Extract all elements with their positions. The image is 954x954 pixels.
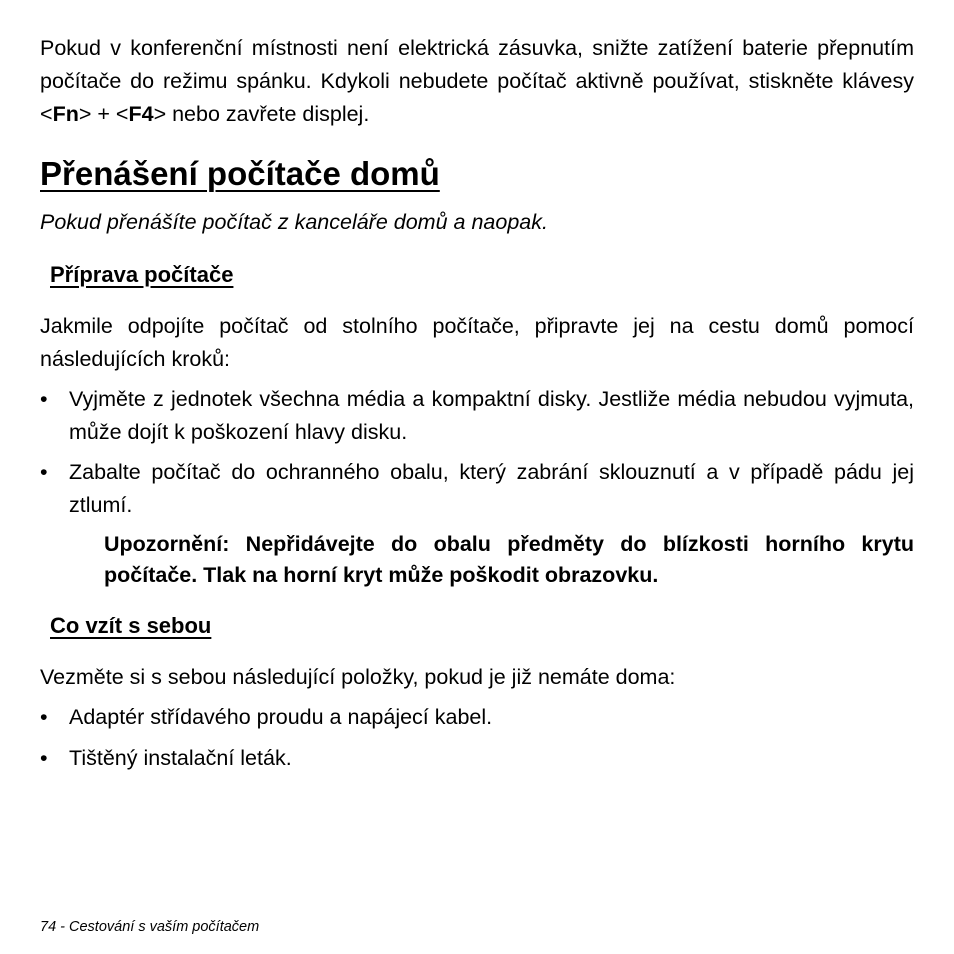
intro-text: Pokud v konferenční místnosti není elektrická zásuvka, snižte zatížení baterie přepnutím počítače do režimu spánku. Kdykoli nebudete počítač aktivně používat, stiskněte klávesy < (40, 36, 914, 126)
list-item (40, 383, 914, 449)
take-heading: Co vzít s sebou (50, 613, 212, 638)
page-footer: 74 - Cestování s vaším počítačem (40, 919, 260, 935)
list-item-text: Vyjměte z jednotek všechna média a kompaktní disky. Jestliže média nebudou vyjmuta, může dojít k poškození hlavy disku. (69, 387, 914, 444)
intro-plus: > + < (78, 102, 129, 126)
prep-heading: Příprava počítače (50, 262, 234, 287)
take-paragraph: Vezměte si s sebou následující položky, pokud je již nemáte doma: (40, 665, 676, 689)
bullet-icon: • (40, 705, 48, 729)
prep-bullet-list (40, 383, 914, 522)
prep-paragraph: Jakmile odpojíte počítač od stolního počítače, připravte jej na cestu domů pomocí následujících kroků: (40, 314, 914, 371)
fn-key: Fn (52, 102, 79, 126)
list-item-text: Tištěný instalační leták. (69, 746, 292, 770)
section-title: Přenášení počítače domů (40, 155, 440, 192)
list-item (40, 701, 914, 734)
page-content (40, 32, 914, 775)
intro-paragraph (40, 32, 914, 131)
bullet-icon: • (40, 387, 48, 411)
section-subtitle: Pokud přenášíte počítač z kanceláře domů a naopak. (40, 210, 548, 234)
bullet-icon: • (40, 746, 48, 770)
f4-key: F4 (128, 102, 154, 126)
bullet-icon: • (40, 460, 48, 484)
list-item-text: Zabalte počítač do ochranného obalu, který zabrání sklouznutí a v případě pádu jej ztlumí. (69, 460, 914, 517)
take-bullet-list (40, 701, 914, 775)
list-item-text: Adaptér střídavého proudu a napájecí kabel. (69, 705, 493, 729)
list-item (40, 742, 914, 775)
warning-note: Upozornění: Nepřidávejte do obalu předměty do blízkosti horního krytu počítače. Tlak na horní kryt může poškodit obrazovku. (104, 532, 914, 587)
intro-ending: > nebo zavřete displej. (153, 102, 370, 126)
list-item (40, 456, 914, 522)
